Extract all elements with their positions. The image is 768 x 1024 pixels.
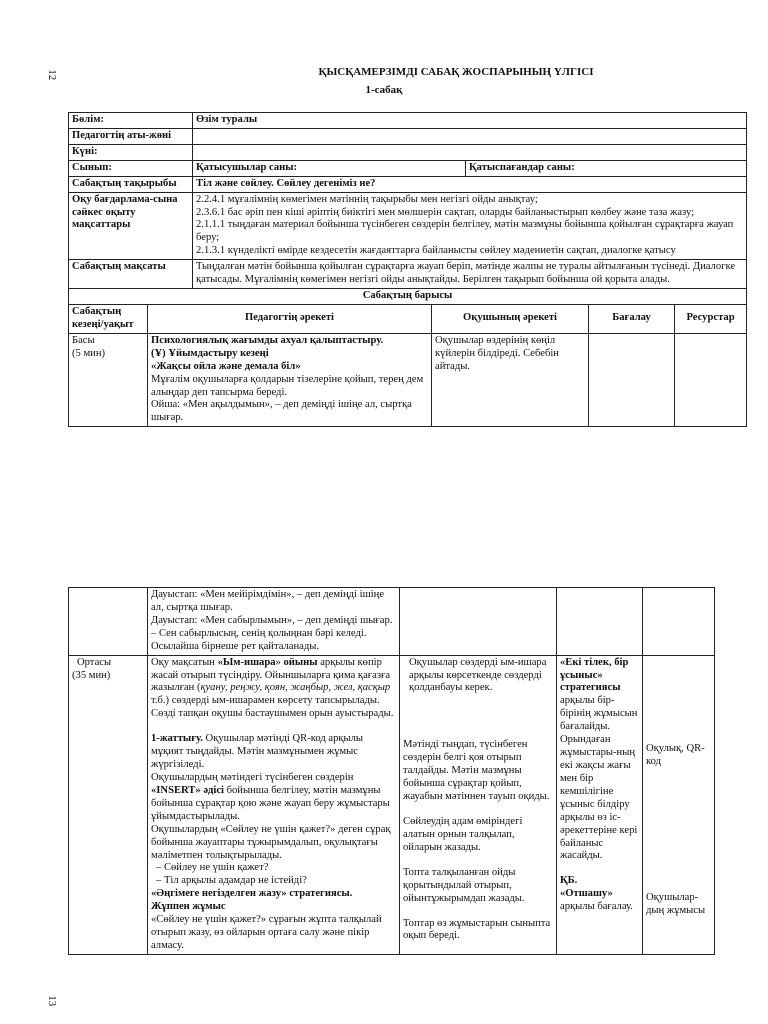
col-header-teacher: Педагогтің әрекеті bbox=[148, 304, 432, 333]
class-label: Сынып: bbox=[69, 160, 193, 176]
begin-t1: Психологиялық жағымды ахуал қалыптастыру. bbox=[151, 334, 384, 346]
lesson-plan-table-part1 bbox=[68, 112, 747, 427]
middle-s3: Сөйлеудің адам өміріндегі алатын орнын талқылап, ойларын жазады. bbox=[403, 815, 523, 853]
col-header-stage: Сабақтың кезеңі/уақыт bbox=[69, 304, 148, 333]
stage-begin bbox=[69, 333, 148, 426]
cont-c3: – Сен сабырлысың, сенің қолыңнан бәрі келеді. bbox=[151, 627, 367, 639]
middle-resource-1: Оқулық, QR-код bbox=[646, 742, 705, 767]
lesson-number: 1-сабақ bbox=[365, 84, 403, 96]
middle-student-activity bbox=[400, 655, 557, 954]
cont-stage bbox=[69, 588, 148, 656]
stage-begin-time: (5 мин) bbox=[72, 347, 106, 359]
middle-s4: Топта талқыланған ойды қорытындылай отырып, ойынтұжырымдап жазады. bbox=[403, 866, 525, 904]
cont-c2: Дауыстап: «Мен сабырлымын», – деп деміңді шығар. bbox=[151, 614, 393, 626]
cont-assessment bbox=[557, 588, 643, 656]
objective-item: 2.3.6.1 бас әріп пен кіші әріптің биіктігі мен мөлшерін сақтап, оларды байланыстырып көлбеу және таза жазу; bbox=[196, 206, 695, 218]
middle-question-2: – Тіл арқылы адамдар не істейді? bbox=[156, 875, 307, 887]
col-header-resource: Ресурстар bbox=[675, 304, 747, 333]
begin-t2: (Ұ) Ұйымдастыру кезеңі bbox=[151, 347, 269, 359]
middle-exercise-1: 1-жаттығу. Оқушылар мәтінді QR-код арқылы мұқият тыңдайды. Мәтін мазмұнымен жұмыс жүргізіледі. bbox=[151, 733, 364, 771]
section-label: Бөлім: bbox=[69, 113, 193, 129]
teacher-value bbox=[193, 128, 747, 144]
middle-m8: «Сөйлеу не үшін қажет?» сұрағын жұпта талқылай отырып жазу, өз ойларын ортаға салу және пікір алмасу. bbox=[151, 914, 382, 951]
middle-assessment2-name: «Отшашу» bbox=[560, 888, 613, 900]
middle-assessment-title: «Екі тілек, бір ұсыныс» стратегиясы bbox=[560, 656, 629, 694]
objective-item: 2.2.4.1 мұғалімнің көмегімен мәтіннің тақырыбы мен негізгі ойды анықтау; bbox=[196, 193, 538, 205]
absent-label: Қатыспағандар саны: bbox=[466, 160, 747, 176]
begin-student-activity: Оқушылар өздерінің көңіл күйлерін білдіреді. Себебін айтады. bbox=[432, 333, 589, 426]
middle-assessment2-text: арқылы бағалау. bbox=[560, 901, 633, 913]
date-value bbox=[193, 144, 747, 160]
objective-item: 2.1.1.1 тыңдаған материал бойынша түсінбеген сөздерін белгілеу, мәтін мазмұны бойынша қойылған сұрақтарға жауап беру; bbox=[196, 219, 734, 244]
middle-insert-method: Оқушылардың мәтіндегі түсінбеген сөздерін «INSERT» әдісі бойынша белгілеу, мәтін мазмұны бойынша сұрақтар қою және жауап беру жұмыстары ұйымдастырылады. bbox=[151, 771, 390, 822]
begin-assessment bbox=[589, 333, 675, 426]
cont-c1: Дауыстап: «Мен мейірімдімін», – деп деміңді ішіңе ал, сыртқа шығар. bbox=[151, 589, 385, 613]
present-label: Қатысушылар саны: bbox=[193, 160, 466, 176]
middle-strategy: «Әңгімеге негізделген жазу» стратегиясы. bbox=[151, 888, 353, 900]
begin-t5: Ойша: «Мен ақылдымын», – деп деміңді ішіңе ал, сыртқа шығар. bbox=[151, 399, 412, 424]
document-title: ҚЫСҚАМЕРЗІМДІ САБАҚ ЖОСПАРЫНЫҢ ҮЛГІСІ bbox=[318, 66, 594, 78]
middle-assessment-text: арқылы бір-бірінің жұмысын бағалайды. Орындаған жұмыстары-ның екі жақсы жағы мен бір кемшілігіне ұсыныс білдіру арқылы өз іс-әрекеттеріне кері байланыс жасайды. bbox=[560, 695, 638, 862]
stage-middle bbox=[69, 655, 148, 954]
middle-s5: Топтар өз жұмыстарын сыныпта оқып береді. bbox=[403, 917, 551, 942]
begin-t3: «Жақсы ойла және демала біл» bbox=[151, 360, 301, 372]
middle-s1: Оқушылар сөздерді ым-ишара арқылы көрсеткенде сөздерді қолданбауы керек. bbox=[409, 656, 547, 694]
col-header-assessment: Бағалау bbox=[589, 304, 675, 333]
middle-pair-work: Жұппен жұмыс bbox=[151, 901, 226, 913]
middle-m3: Оқушылардың «Сөйлеу не үшін қажет?» деген сұрақ бойынша жауаптары тұжырымдалып, оқулықтағы мәліметпен толықтырылады. bbox=[151, 823, 391, 861]
stage-middle-time: (35 мин) bbox=[72, 669, 111, 681]
section-value: Өзім туралы bbox=[193, 113, 747, 129]
page-number-bottom: 13 bbox=[46, 995, 59, 1007]
middle-question-1: – Сөйлеу не үшін қажет? bbox=[156, 862, 269, 874]
cont-resource bbox=[643, 588, 715, 656]
objective-item: 2.1.3.1 күнделікті өмірде кездесетін жағдаяттарға байланысты сөйлеу мәдениетін сақтап, диалогке қатысу bbox=[196, 245, 676, 257]
stage-middle-name: Ортасы bbox=[77, 656, 112, 668]
objectives-value bbox=[193, 192, 747, 260]
middle-s2: Мәтінді тыңдап, түсінбеген сөздерін белгі қоя отырып талдайды. Мәтін мазмұны бойынша сұрақтар қойып, жауабын мәтіннен тауып оқиды. bbox=[403, 739, 550, 803]
stage-begin-name: Басы bbox=[72, 334, 95, 346]
date-label: Күні: bbox=[69, 144, 193, 160]
teacher-label: Педагогтің аты-жөні bbox=[69, 128, 193, 144]
cont-c4: Осылайша бірнеше рет қайталанады. bbox=[151, 640, 320, 652]
objectives-label: Оқу бағдарлама-сына сәйкес оқыту мақсаттары bbox=[69, 192, 193, 260]
middle-assessment2-title: ҚБ. bbox=[560, 875, 578, 887]
page-number-top: 12 bbox=[46, 69, 59, 81]
middle-game-desc: Оқу мақсатын «Ым-ишара» ойыны арқылы көпір жасай отырып түсіндіру. Ойыншыларға қима қағазға жазылған (қуану, реңжу, қоян, жаңбыр, жел, қасқыр т.б.) сөздерді ым-ишарамен көрсету тапсырылады. Сөзді тапқан оқушы бастаушымен орын ауыстырады. bbox=[151, 656, 394, 720]
begin-teacher-activity bbox=[148, 333, 432, 426]
col-header-student: Оқушының әрекеті bbox=[432, 304, 589, 333]
middle-teacher-activity bbox=[148, 655, 400, 954]
begin-resource bbox=[675, 333, 747, 426]
goal-value: Тыңдалған мәтін бойынша қойылған сұрақтарға жауап беріп, мәтінде жалпы не туралы айтылғанын түсінеді. Диалогке қатысады. Мұғалімнің көмегімен негізгі ойды анықтайды. Берілген тақырып бойынша ой қорыта алады. bbox=[193, 260, 747, 289]
middle-resource bbox=[643, 655, 715, 954]
cont-teacher-activity bbox=[148, 588, 400, 656]
cont-student-activity bbox=[400, 588, 557, 656]
middle-resource-2: Оқушылар-дың жұмысы bbox=[646, 892, 706, 917]
topic-label: Сабақтың тақырыбы bbox=[69, 176, 193, 192]
begin-t4: Мұғалім оқушыларға қолдарын тізелеріне қойып, терең дем алыңдар деп тапсырма береді. bbox=[151, 373, 424, 398]
goal-label: Сабақтың мақсаты bbox=[69, 260, 193, 289]
topic-value: Тіл және сөйлеу. Сөйлеу дегеніміз не? bbox=[193, 176, 747, 192]
progress-header: Сабақтың барысы bbox=[69, 289, 747, 305]
middle-assessment bbox=[557, 655, 643, 954]
lesson-plan-table-part2 bbox=[68, 587, 715, 955]
